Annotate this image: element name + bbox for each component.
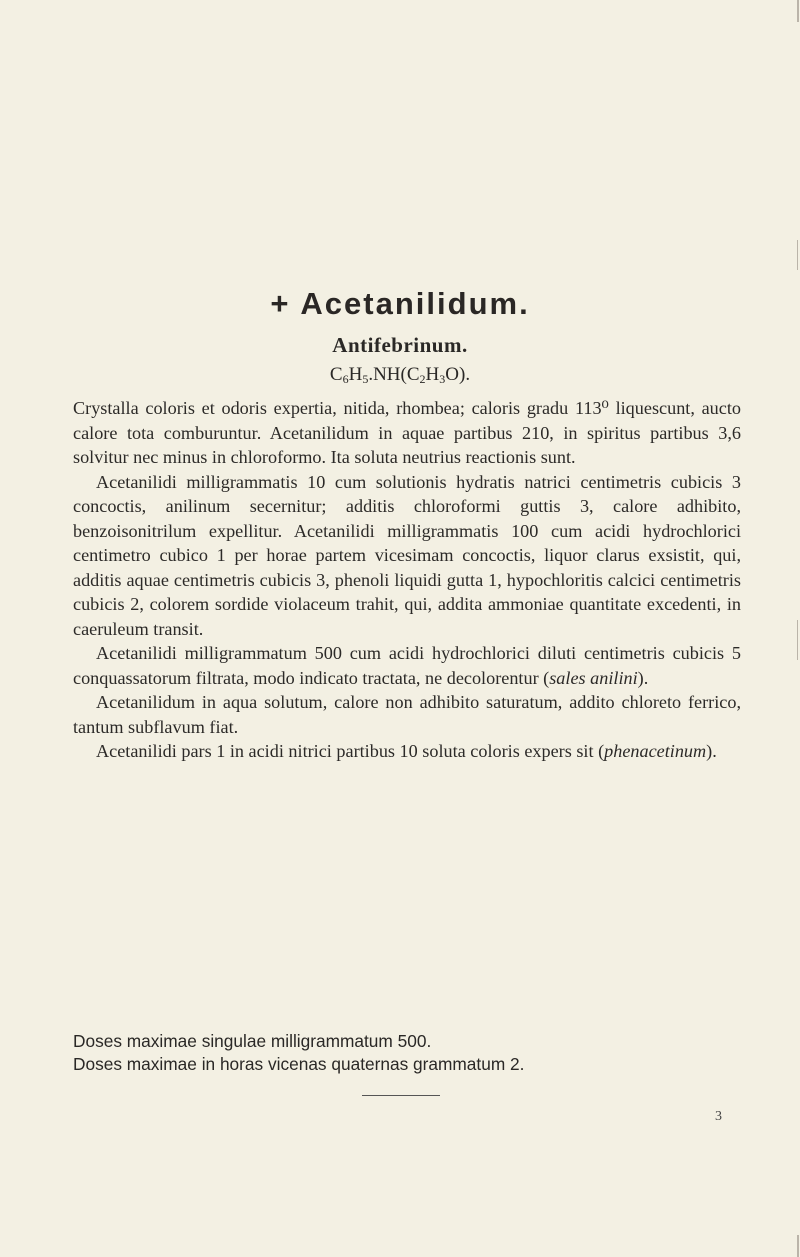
nitric-test-text: Acetanilidi pars 1 in acidi nitrici partibus 10 soluta coloris expers sit ( [96, 741, 605, 761]
page-title [0, 286, 800, 322]
daily-dose-line: Doses maximae in horas vicenas quaternas grammatum 2. [73, 1054, 525, 1074]
cross-symbol: + [270, 286, 291, 321]
paragraph-aniline-test [73, 641, 741, 690]
chemical-formula: $C_6H_5.NH(C_2H_3O)$. [329, 364, 471, 386]
single-dose-line: Doses maximae singulae milligrammatum 500. [73, 1031, 432, 1051]
paragraph-description: Crystalla coloris et odoris expertia, nitida, rhombea; caloris gradu 113⁰ liquescunt, aucto calore tota comburuntur. Acetanilidum in aquae partibus 210, in spiritus partibus 3,6 solvitur nec minus in chloroformo. Ita soluta neutrius reactionis sunt. [73, 398, 741, 467]
nitric-test-italic: phenacetinum [604, 741, 707, 761]
title-text: Acetanilidum. [300, 286, 530, 321]
formula-c2-count: 2 [419, 372, 426, 386]
end-rule [362, 1095, 440, 1096]
scan-edge-mark [797, 240, 798, 270]
scan-edge-mark [797, 1235, 799, 1257]
scan-edge-mark [797, 620, 798, 660]
page-number: 3 [715, 1109, 722, 1124]
scan-edge-mark [797, 0, 799, 22]
paragraph-ferric-test: Acetanilidum in aqua solutum, calore non adhibito saturatum, addito chloreto ferrico, tantum subflavum fiat. [73, 692, 741, 737]
formula-c-count: 6 [342, 372, 349, 386]
formula-end: O). [445, 364, 471, 385]
formula-h-count: 5 [362, 372, 369, 386]
aniline-test-end: ). [637, 667, 649, 688]
aniline-test-italic: sales anilini [549, 667, 638, 688]
body-text [73, 396, 741, 764]
aniline-test-text: Acetanilidi milligrammatum 500 cum acidi hydrochlorici diluti centimetris cubicis 5 conquassatorum filtrata, modo indicato tractata, ne decolorentur ( [73, 643, 741, 688]
formula-middle: .NH(C [368, 364, 420, 385]
paragraph-nitric-test [73, 739, 741, 764]
page-subtitle: Antifebrinum. [332, 333, 468, 357]
formula-h2-count: 3 [439, 372, 446, 386]
paragraph-identity-tests: Acetanilidi milligrammatis 10 cum solutionis hydratis natrici centimetris cubicis 3 concoctis, anilinum secernitur; additis chloroformi guttis 3, calore adhibito, benzoisonitrilum expellitur. Acetanilidi milligrammatis 100 cum acidi hydrochlorici centimetro cubico 1 per horae partem vicesimam concoctis, liquor clarus exsistit, qui, additis aquae centimetris cubicis 3, phenoli liquidi gutta 1, hypochloritis calcici centimetris cubicis 2, colorem sordide violaceum trahit, qui, addita ammoniae quantitate excedenti, in caeruleum transit. [73, 471, 741, 639]
nitric-test-end: ). [706, 741, 717, 761]
